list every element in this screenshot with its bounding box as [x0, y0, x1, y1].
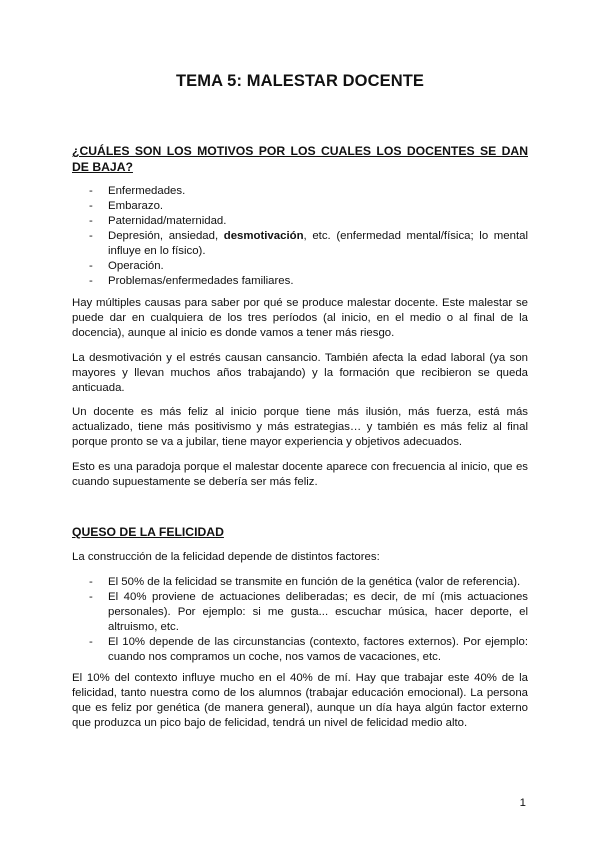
paragraph: El 10% del contexto influye mucho en el 40% de mí. Hay que trabajar este 40% de la felicidad, tanto nuestra como de los alumnos (trabajar educación emocional). La persona que es feliz por genética (de manera general), aunque un día haya algún factor externo que produzca un pico bajo de felicidad, tendrá un nivel de felicidad medio alto. — [72, 672, 528, 729]
motivos-list — [72, 184, 528, 289]
list-item: - Paternidad/maternidad. — [72, 214, 528, 229]
felicidad-list — [72, 575, 528, 665]
section-heading-motivos: ¿CUÁLES SON LOS MOTIVOS POR LOS CUALES LOS DOCENTES SE DAN DE BAJA? — [72, 144, 528, 174]
list-item: - El 40% proviene de actuaciones deliberadas; es decir, de mí (mis actuaciones personales). Por ejemplo: si me gusta... escuchar música, hacer deporte, el altruismo, etc. — [72, 590, 528, 635]
list-item: - El 50% de la felicidad se transmite en función de la genética (valor de referencia). — [72, 575, 528, 590]
list-item: - Enfermedades. — [72, 184, 528, 199]
page-number: 1 — [519, 797, 526, 809]
paragraph: Hay múltiples causas para saber por qué se produce malestar docente. Este malestar se puede dar en cualquiera de los tres períodos (al inicio, en el medio o al final de la docencia), aunque al inicio es donde vamos a tener más riesgo. — [72, 297, 528, 339]
paragraph: Esto es una paradoja porque el malestar docente aparece con frecuencia al inicio, que es cuando supuestamente se debería ser más feliz. — [72, 461, 528, 488]
paragraph: La desmotivación y el estrés causan cansancio. También afecta la edad laboral (ya son mayores y llevan muchos años trabajando) y la formación que recibieron se queda anticuada. — [72, 352, 528, 394]
bold-term: desmotivación — [223, 230, 304, 242]
list-item-text: Depresión, ansiedad, — [108, 230, 219, 242]
paragraph: La construcción de la felicidad depende de distintos factores: — [72, 551, 380, 563]
list-item-text: , etc. (enfermedad mental/física; lo mental influye en lo físico). — [108, 230, 528, 257]
section-heading-queso: QUESO DE LA FELICIDAD — [72, 525, 224, 539]
page-title: TEMA 5: MALESTAR DOCENTE — [175, 72, 425, 90]
list-item: - Problemas/enfermedades familiares. — [72, 274, 528, 289]
list-item — [72, 229, 528, 259]
paragraph: Un docente es más feliz al inicio porque tiene más ilusión, más fuerza, está más actualizado, tiene más positivismo y más estrategias… y también es más feliz al final porque pronto se va a jubilar, tiene mayor experiencia y objetivos adecuados. — [72, 406, 528, 448]
list-item: - Operación. — [72, 259, 528, 274]
list-item: - Embarazo. — [72, 199, 528, 214]
list-item: - El 10% depende de las circunstancias (contexto, factores externos). Por ejemplo: cuando nos compramos un coche, nos vamos de vacaciones, etc. — [72, 635, 528, 665]
